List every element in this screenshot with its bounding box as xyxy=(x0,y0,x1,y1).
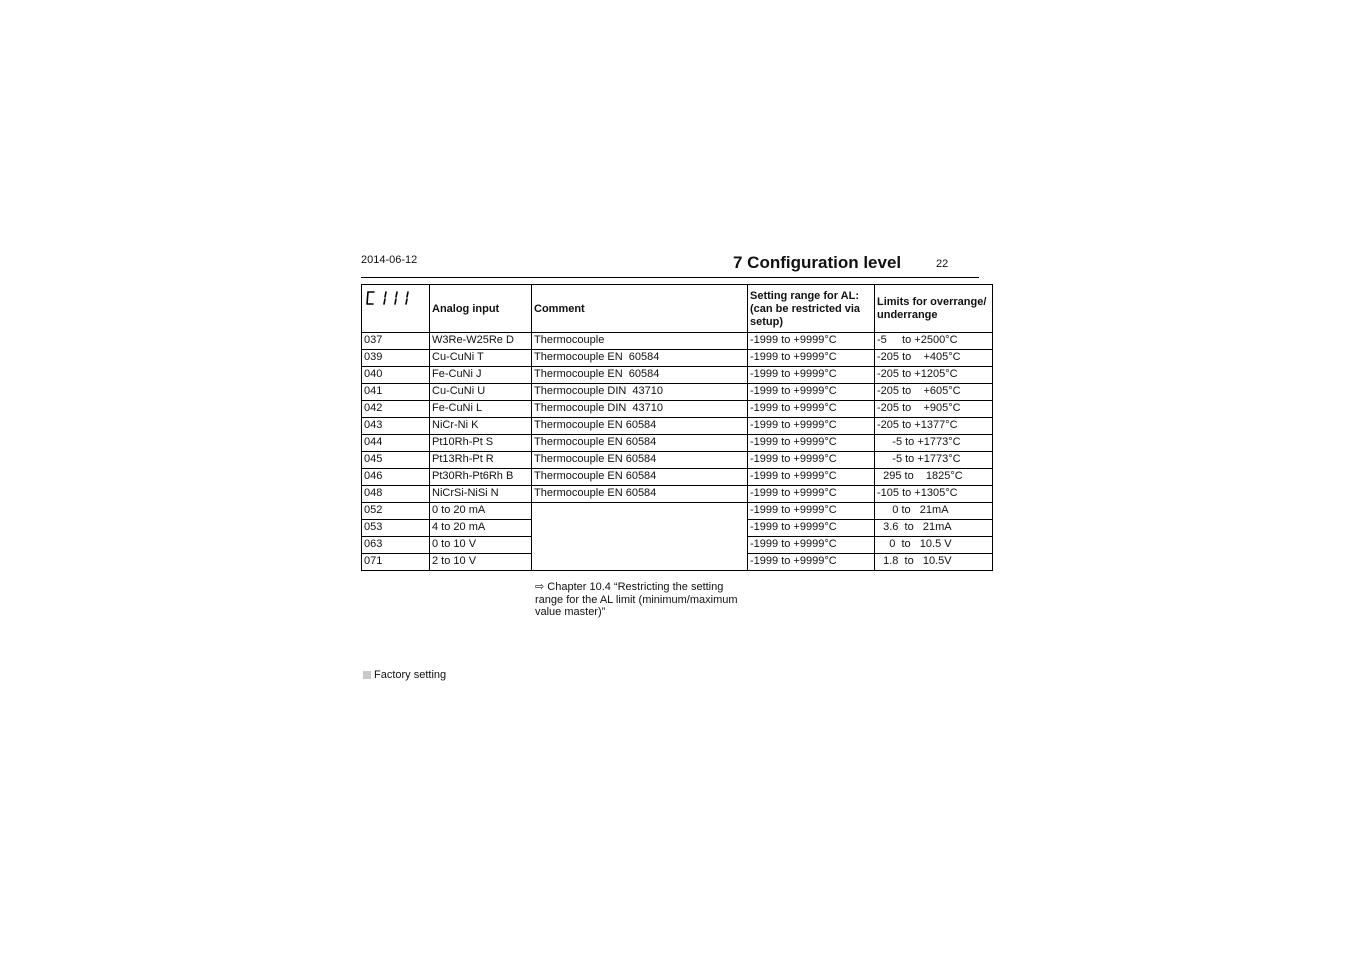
comment-cell-merged xyxy=(532,503,748,571)
chapter-reference-text: ⇨ Chapter 10.4 “Restricting the setting range for the AL limit (minimum/maximum value master)” xyxy=(535,581,738,618)
setting-range-cell: -1999 to +9999°C xyxy=(748,333,875,350)
setting-range-cell: -1999 to +9999°C xyxy=(748,384,875,401)
table-row xyxy=(362,435,993,452)
table-row xyxy=(362,452,993,469)
comment-cell: Thermocouple DIN 43710 xyxy=(532,384,748,401)
setting-range-cell: -1999 to +9999°C xyxy=(748,418,875,435)
table-row xyxy=(362,333,993,350)
limits-cell: 1.8 to 10.5V xyxy=(875,554,993,571)
limits-cell: -205 to +1205°C xyxy=(875,367,993,384)
limits-cell: 0 to 21mA xyxy=(875,503,993,520)
limits-cell: -205 to +905°C xyxy=(875,401,993,418)
comment-cell: Thermocouple xyxy=(532,333,748,350)
setting-range-cell: -1999 to +9999°C xyxy=(748,537,875,554)
analog-input-cell: NiCrSi-NiSi N xyxy=(430,486,532,503)
chapter-reference-note xyxy=(535,581,747,619)
analog-input-cell: 4 to 20 mA xyxy=(430,520,532,537)
code-cell: 037 xyxy=(362,333,430,350)
setting-range-cell: -1999 to +9999°C xyxy=(748,367,875,384)
table-row xyxy=(362,384,993,401)
limits-cell: -105 to +1305°C xyxy=(875,486,993,503)
comment-cell: Thermocouple EN 60584 xyxy=(532,418,748,435)
comment-cell: Thermocouple EN 60584 xyxy=(532,367,748,384)
setting-range-cell: -1999 to +9999°C xyxy=(748,520,875,537)
table-header-row xyxy=(362,285,993,333)
setting-range-cell: -1999 to +9999°C xyxy=(748,350,875,367)
analog-input-cell: Pt13Rh-Pt R xyxy=(430,452,532,469)
code-header-cell xyxy=(362,285,430,333)
comment-cell: Thermocouple EN 60584 xyxy=(532,452,748,469)
code-cell: 053 xyxy=(362,520,430,537)
factory-setting-label: Factory setting xyxy=(374,669,447,681)
table-row xyxy=(362,401,993,418)
factory-setting-legend xyxy=(363,669,446,681)
analog-input-cell: Pt10Rh-Pt S xyxy=(430,435,532,452)
limits-cell: 3.6 to 21mA xyxy=(875,520,993,537)
code-cell: 041 xyxy=(362,384,430,401)
factory-setting-swatch-icon xyxy=(363,671,371,679)
comment-header: Comment xyxy=(532,285,748,333)
analog-input-cell: NiCr-Ni K xyxy=(430,418,532,435)
header-rule xyxy=(361,277,979,278)
table-row xyxy=(362,350,993,367)
comment-cell: Thermocouple EN 60584 xyxy=(532,486,748,503)
limits-cell: -205 to +605°C xyxy=(875,384,993,401)
code-cell: 039 xyxy=(362,350,430,367)
code-cell: 042 xyxy=(362,401,430,418)
limits-cell: -205 to +405°C xyxy=(875,350,993,367)
code-cell: 063 xyxy=(362,537,430,554)
setting-range-cell: -1999 to +9999°C xyxy=(748,452,875,469)
comment-cell: Thermocouple DIN 43710 xyxy=(532,401,748,418)
analog-input-cell: Cu-CuNi T xyxy=(430,350,532,367)
comment-cell: Thermocouple EN 60584 xyxy=(532,435,748,452)
analog-input-cell: 0 to 10 V xyxy=(430,537,532,554)
comment-cell: Thermocouple EN 60584 xyxy=(532,350,748,367)
analog-input-table xyxy=(361,284,993,571)
seven-segment-c111-icon xyxy=(364,290,412,306)
analog-input-cell: 0 to 20 mA xyxy=(430,503,532,520)
limits-cell: -5 to +1773°C xyxy=(875,452,993,469)
page-number: 22 xyxy=(936,258,949,270)
setting-range-cell: -1999 to +9999°C xyxy=(748,503,875,520)
code-cell: 040 xyxy=(362,367,430,384)
limits-cell: -5 to +1773°C xyxy=(875,435,993,452)
setting-range-header: Setting range for AL: (can be restricted via setup) xyxy=(748,285,875,333)
code-cell: 071 xyxy=(362,554,430,571)
table-row xyxy=(362,469,993,486)
analog-input-cell: Fe-CuNi J xyxy=(430,367,532,384)
code-cell: 044 xyxy=(362,435,430,452)
section-title: 7 Configuration level xyxy=(733,253,902,272)
limits-header: Limits for overrange/ underrange xyxy=(875,285,993,333)
table-row xyxy=(362,418,993,435)
setting-range-cell: -1999 to +9999°C xyxy=(748,401,875,418)
comment-cell: Thermocouple EN 60584 xyxy=(532,469,748,486)
limits-cell: -5 to +2500°C xyxy=(875,333,993,350)
code-cell: 043 xyxy=(362,418,430,435)
table-row xyxy=(362,367,993,384)
code-cell: 045 xyxy=(362,452,430,469)
setting-range-cell: -1999 to +9999°C xyxy=(748,486,875,503)
code-cell: 048 xyxy=(362,486,430,503)
document-date: 2014-06-12 xyxy=(361,254,418,266)
code-cell: 046 xyxy=(362,469,430,486)
analog-input-cell: Pt30Rh-Pt6Rh B xyxy=(430,469,532,486)
analog-input-cell: Cu-CuNi U xyxy=(430,384,532,401)
table-row xyxy=(362,503,993,520)
limits-cell: 0 to 10.5 V xyxy=(875,537,993,554)
code-cell: 052 xyxy=(362,503,430,520)
analog-input-header: Analog input xyxy=(430,285,532,333)
analog-input-cell: W3Re-W25Re D xyxy=(430,333,532,350)
limits-cell: -205 to +1377°C xyxy=(875,418,993,435)
table-row xyxy=(362,486,993,503)
analog-input-cell: 2 to 10 V xyxy=(430,554,532,571)
limits-cell: 295 to 1825°C xyxy=(875,469,993,486)
setting-range-cell: -1999 to +9999°C xyxy=(748,554,875,571)
setting-range-cell: -1999 to +9999°C xyxy=(748,469,875,486)
analog-input-cell: Fe-CuNi L xyxy=(430,401,532,418)
setting-range-cell: -1999 to +9999°C xyxy=(748,435,875,452)
